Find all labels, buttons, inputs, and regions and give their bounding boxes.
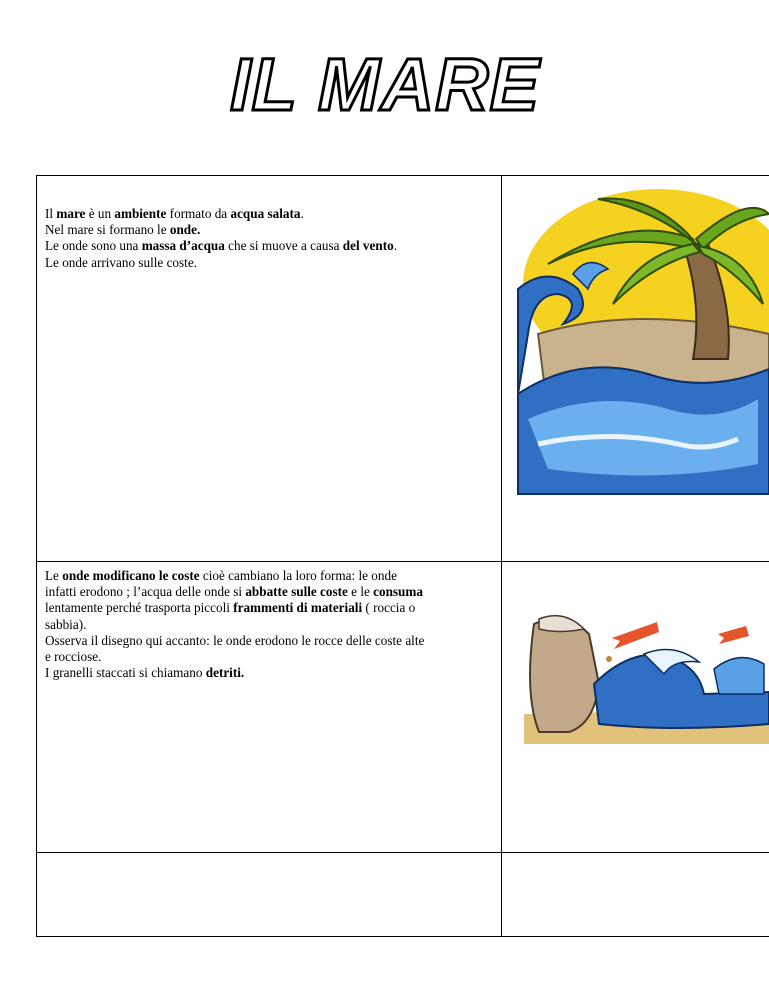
waves-eroding-rocks-illustration <box>524 614 769 744</box>
text-cell-1 <box>37 176 502 562</box>
text-run: cioè cambiano la loro forma: le onde <box>199 568 397 583</box>
bold-term: abbatte sulle coste <box>245 584 348 600</box>
bold-term: acqua salata <box>230 206 301 221</box>
wave-shape <box>714 658 764 694</box>
text-cell-3 <box>37 853 502 937</box>
text-run: che si muove a causa <box>224 238 343 254</box>
text-run: è un <box>85 206 115 221</box>
bold-term: frammenti di materiali <box>233 600 363 616</box>
rock-top <box>539 616 584 632</box>
title-text: IL MARE <box>230 43 540 126</box>
image-cell-1 <box>502 176 769 562</box>
text-run: Nel mare si formano le <box>45 222 170 238</box>
text-line <box>45 222 495 238</box>
text-cell-2 <box>37 562 502 853</box>
arrow-left-icon <box>718 626 749 644</box>
text-line <box>45 617 495 633</box>
text-run: sabbia). <box>45 616 87 632</box>
image-cell-2 <box>502 562 769 853</box>
text-run: Osserva il disegno qui accanto: le onde erodono le rocce delle coste alte <box>45 632 425 648</box>
paragraph-sea <box>45 206 495 271</box>
text-run: Le onde sono una <box>45 238 142 254</box>
bold-term: massa d’acqua <box>141 238 225 254</box>
text-line <box>45 633 495 649</box>
text-line <box>45 665 495 681</box>
palm-island-waves-illustration <box>518 194 769 494</box>
text-line <box>45 206 495 222</box>
bold-term: del vento <box>342 238 394 254</box>
bold-term: onde modificano le coste <box>62 568 200 583</box>
text-run: ( roccia o <box>362 600 416 616</box>
text-line <box>45 584 495 600</box>
arrow-left-icon <box>612 622 659 649</box>
text-line <box>45 255 495 271</box>
image-cell-3 <box>502 853 769 937</box>
text-run: formato da <box>166 206 231 221</box>
text-run: lentamente perché trasporta piccoli <box>45 600 234 616</box>
bold-term: ambiente <box>114 206 167 221</box>
text-run: . <box>300 206 304 221</box>
bold-term: onde. <box>169 222 201 238</box>
bold-term: consuma <box>373 584 423 600</box>
title-art <box>230 40 540 126</box>
bold-term: detriti. <box>205 665 245 681</box>
text-run: e rocciose. <box>45 649 102 665</box>
text-line <box>45 238 495 254</box>
text-line <box>45 568 495 584</box>
text-line <box>45 649 495 665</box>
text-run: infatti erodono ; l’acqua delle onde si <box>45 584 246 600</box>
text-run: Le onde arrivano sulle coste. <box>45 254 197 270</box>
content-table <box>36 175 769 937</box>
rock-cliff <box>530 618 599 732</box>
text-run: . <box>393 238 397 254</box>
text-line <box>45 600 495 616</box>
text-run: I granelli staccati si chiamano <box>45 665 206 681</box>
text-run: Il <box>45 206 57 221</box>
page-title <box>230 40 540 126</box>
debris <box>606 656 612 662</box>
bold-term: mare <box>56 206 86 221</box>
text-run: e le <box>347 584 374 600</box>
paragraph-coasts <box>45 568 495 681</box>
text-run: Le <box>45 568 63 583</box>
